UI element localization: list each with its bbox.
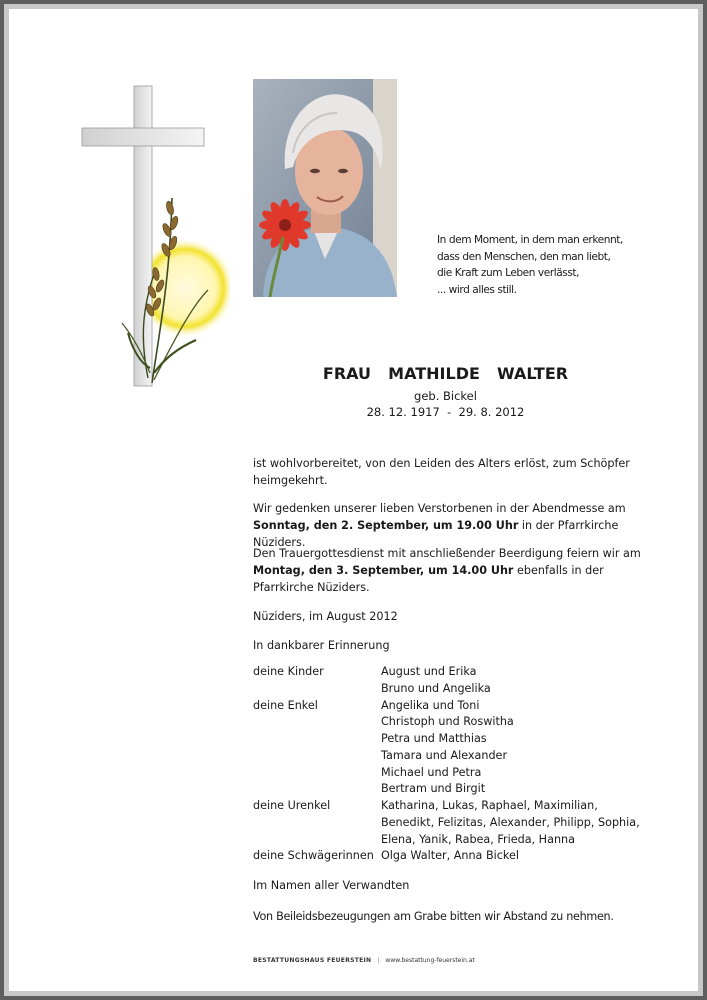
funeral-home-name: BESTATTUNGSHAUS FEUERSTEIN <box>253 957 372 964</box>
paragraph-evening-mass <box>253 500 643 551</box>
family-row <box>253 848 643 865</box>
family-names: Michael und Petra <box>381 765 482 779</box>
family-row <box>253 815 643 832</box>
family-names: Bruno und Angelika <box>381 681 491 695</box>
family-names: Christoph und Roswitha <box>381 715 514 729</box>
portrait-photo <box>253 79 397 297</box>
family-row <box>253 832 643 849</box>
birth-name: geb. Bickel <box>414 389 477 403</box>
family-relation: deine Kinder <box>253 665 324 678</box>
family-names: Tamara und Alexander <box>381 748 508 762</box>
gratitude-line: In dankbarer Erinnerung <box>253 639 390 652</box>
funeral-location: ebenfalls in der Pfarrkirche Nüziders. <box>253 564 604 594</box>
family-row <box>253 664 643 681</box>
mass-text: Wir gedenken unserer lieben Verstorbenen in der Abendmesse am <box>253 502 626 515</box>
life-dates: 28. 12. 1917 - 29. 8. 2012 <box>366 405 525 419</box>
family-relation: deine Urenkel <box>253 799 331 812</box>
footer-separator: | <box>377 957 380 964</box>
family-names: Katharina, Lukas, Raphael, Maximilian, <box>381 799 598 812</box>
deceased-name: FRAU MATHILDE WALTER <box>322 364 569 383</box>
family-row <box>253 731 643 748</box>
mass-datetime: Sonntag, den 2. September, um 19.00 Uhr <box>253 519 519 532</box>
funeral-home-url[interactable]: www.bestattung-feuerstein.at <box>385 957 475 964</box>
portrait-image <box>253 79 397 297</box>
family-names: Bertram und Birgit <box>381 782 486 796</box>
memorial-quote <box>437 232 623 298</box>
family-names: Elena, Yanik, Rabea, Frieda, Hanna <box>381 832 575 846</box>
family-names: Olga Walter, Anna Bickel <box>381 849 519 863</box>
family-row <box>253 798 643 815</box>
relatives-line: Im Namen aller Verwandten <box>253 879 410 892</box>
paragraph-funeral <box>253 545 643 596</box>
family-names: August und Erika <box>381 665 477 678</box>
quote-line: die Kraft zum Leben verlässt, <box>437 267 580 280</box>
condolence-request: Von Beileidsbezeugungen am Grabe bitten wir Abstand zu nehmen. <box>253 910 614 923</box>
family-row <box>253 698 643 715</box>
quote-line: dass den Menschen, den man liebt, <box>437 250 611 263</box>
family-row <box>253 714 643 731</box>
family-row <box>253 765 643 782</box>
family-row <box>253 681 643 698</box>
funeral-text: Den Trauergottesdienst mit anschließender Beerdigung feiern wir am <box>253 547 641 560</box>
place-date: Nüziders, im August 2012 <box>253 610 398 623</box>
family-row <box>253 781 643 798</box>
family-list <box>253 664 643 865</box>
quote-line: In dem Moment, in dem man erkennt, <box>437 234 623 246</box>
mass-location: in der Pfarrkirche Nüziders. <box>253 519 619 549</box>
paragraph-passing: ist wohlvorbereitet, von den Leiden des Alters erlöst, zum Schöpfer heimgekehrt. <box>253 457 630 487</box>
family-names: Angelika und Toni <box>381 698 480 712</box>
funeral-home-footer <box>253 957 475 964</box>
cross-wheat-illustration <box>70 78 230 398</box>
family-row <box>253 748 643 765</box>
family-names: Petra und Matthias <box>381 732 487 745</box>
funeral-datetime: Montag, den 3. September, um 14.00 Uhr <box>253 564 514 577</box>
family-relation: deine Enkel <box>253 698 318 712</box>
quote-line: ... wird alles still. <box>437 283 517 296</box>
family-names: Benedikt, Felizitas, Alexander, Philipp, Sophia, <box>381 815 640 829</box>
family-relation: deine Schwägerinnen <box>253 849 374 863</box>
